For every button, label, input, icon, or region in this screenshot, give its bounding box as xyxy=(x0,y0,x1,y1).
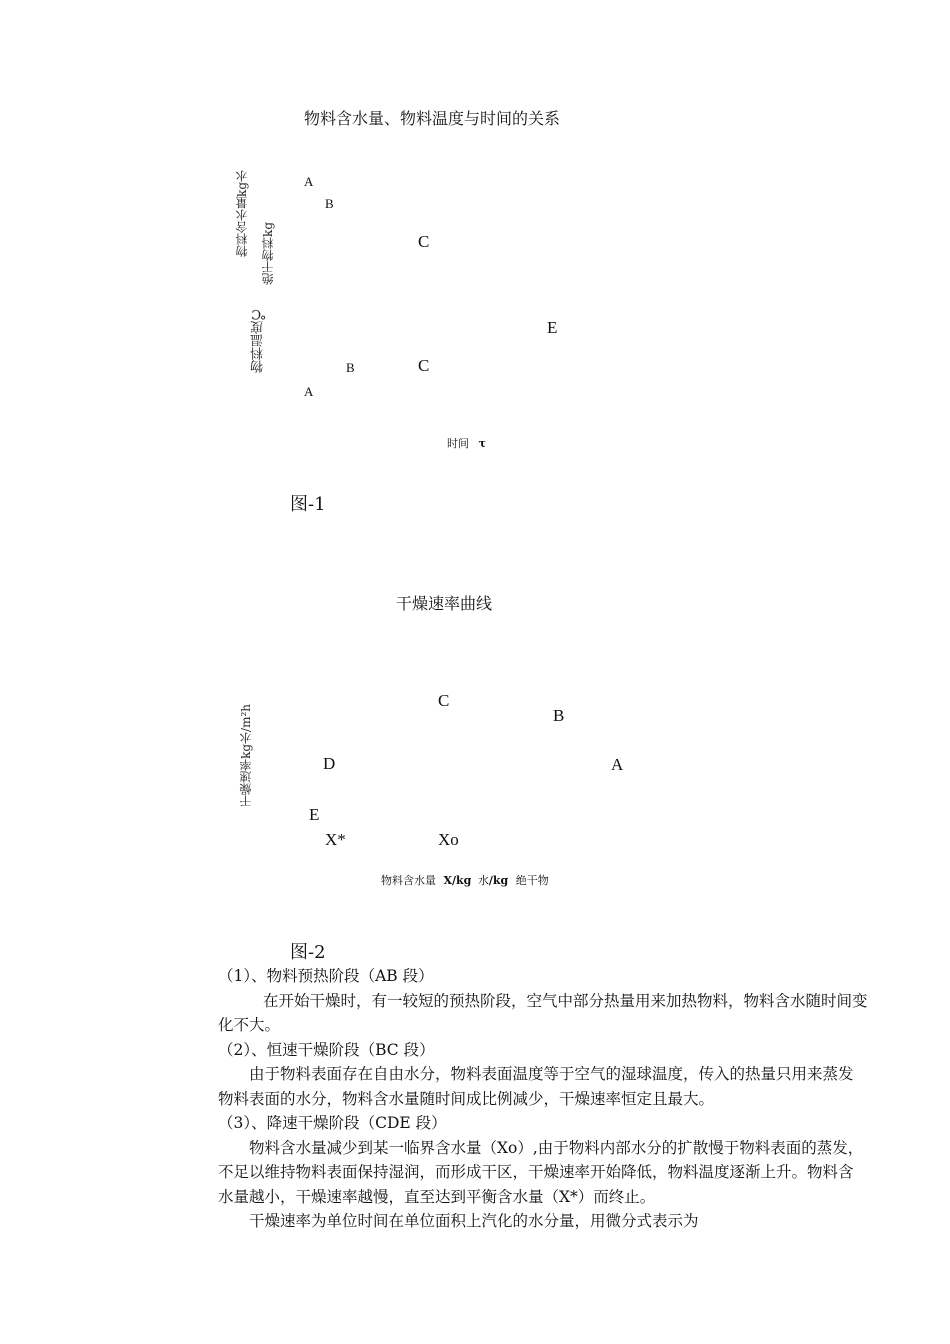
figure2-point-c: C xyxy=(438,691,450,710)
figure1-point-c-temperature: C xyxy=(418,356,430,375)
figure2-point-d: D xyxy=(323,754,336,773)
figure1-x-symbol: τ xyxy=(478,437,486,450)
section3-body: 物料含水量减少到某一临界含水量（Xo）,由于物料内部水分的扩散慢于物料表面的蒸发，不足以维持物料表面保持湿润，而形成干区，干燥速率开始降低，物料温度逐渐上升。物料含水量越小，干燥速率越慢，直至达到平衡含水量（X*）而终止。 xyxy=(218,1138,864,1206)
figure2-x-equilibrium: X* xyxy=(325,830,346,849)
figure2-title: 干燥速率曲线 xyxy=(396,594,493,613)
figure1-title: 物料含水量、物料温度与时间的关系 xyxy=(304,109,561,128)
section3-heading: （3）、降速干燥阶段（CDE 段） xyxy=(218,1114,447,1132)
figure1-y-label-moisture-unit: 绝干物料kg xyxy=(261,222,275,285)
figure1-x-label xyxy=(447,435,486,451)
body-text xyxy=(218,964,868,1234)
figure1-point-a-moisture: A xyxy=(304,174,314,189)
figure1-point-c-moisture: C xyxy=(418,232,430,251)
figure1-caption: 图-1 xyxy=(290,494,326,515)
figure1-x-label-text: 时间 xyxy=(447,437,469,450)
section2-heading: （2）、恒速干燥阶段（BC 段） xyxy=(218,1040,435,1059)
figure2-point-a: A xyxy=(611,755,624,774)
figure1-y-label-moisture: 物料含水量kg水 xyxy=(235,170,249,257)
figure2-point-e: E xyxy=(309,805,320,824)
figure2-x-label-mid: 水 xyxy=(477,874,489,887)
figure2-x-critical: Xo xyxy=(438,830,459,849)
figure2-x-label-unit2: /kg xyxy=(488,874,509,887)
figure1-y-label-temperature: 物料温度℃ xyxy=(251,306,266,373)
section1-heading: （1）、物料预热阶段（AB 段） xyxy=(218,967,434,985)
figure1-point-e-temperature: E xyxy=(547,318,558,337)
figure1-point-a-temperature: A xyxy=(304,384,314,399)
figure1-point-b-temperature: B xyxy=(346,360,355,375)
section4-body: 干燥速率为单位时间在单位面积上汽化的水分量，用微分式表示为 xyxy=(249,1212,699,1230)
section2-body: 由于物料表面存在自由水分，物料表面温度等于空气的湿球温度，传入的热量只用来蒸发物料表面的水分，物料含水量随时间成比例减少，干燥速率恒定且最大。 xyxy=(218,1065,854,1108)
figure2-point-b: B xyxy=(553,706,565,725)
figure2-x-label xyxy=(381,872,549,888)
figure2-x-label-prefix: 物料含水量 xyxy=(381,874,436,887)
figure1-point-b-moisture: B xyxy=(325,196,334,211)
section1-body: 在开始干燥时，有一较短的预热阶段，空气中部分热量用来加热物料，物料含水随时间变化不大。 xyxy=(218,991,868,1034)
figure2-y-label: 干燥速率kg水/m²h xyxy=(239,704,253,807)
figure2-x-label-suffix: 绝干物 xyxy=(515,874,549,887)
figure2-caption: 图-2 xyxy=(290,942,326,963)
figure2-x-label-unit1: X/kg xyxy=(443,874,472,887)
